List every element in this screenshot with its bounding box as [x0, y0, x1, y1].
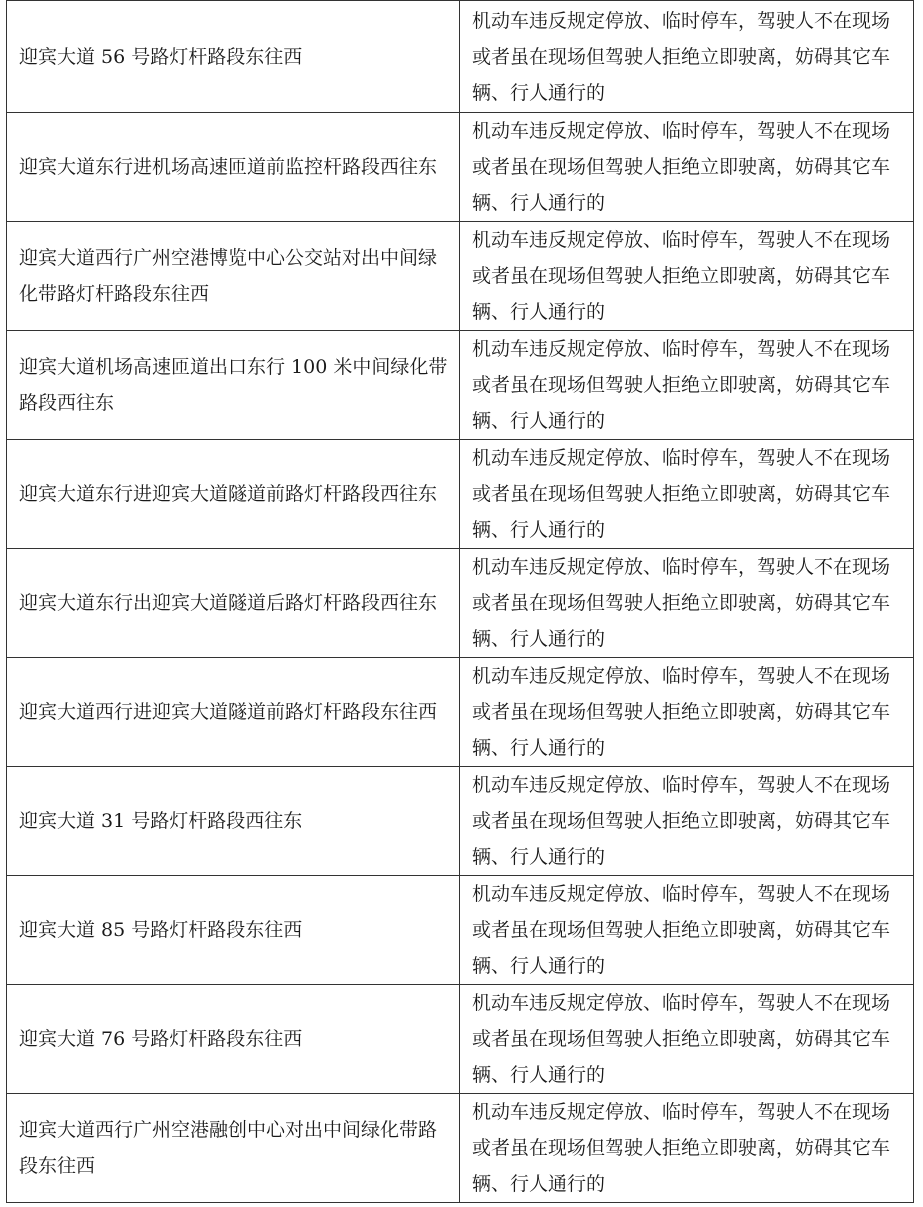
violation-cell: 机动车违反规定停放、临时停车，驾驶人不在现场或者虽在现场但驾驶人拒绝立即驶离，妨碍其它车辆、行人通行的 [460, 113, 914, 222]
violation-cell: 机动车违反规定停放、临时停车，驾驶人不在现场或者虽在现场但驾驶人拒绝立即驶离，妨碍其它车辆、行人通行的 [460, 876, 914, 985]
table-row [7, 440, 914, 549]
table-row [7, 1, 914, 113]
location-cell: 迎宾大道西行进迎宾大道隧道前路灯杆路段东往西 [7, 658, 460, 767]
violation-cell: 机动车违反规定停放、临时停车，驾驶人不在现场或者虽在现场但驾驶人拒绝立即驶离，妨碍其它车辆、行人通行的 [460, 222, 914, 331]
table-row [7, 658, 914, 767]
table-row [7, 985, 914, 1094]
location-cell: 迎宾大道 76 号路灯杆路段东往西 [7, 985, 460, 1094]
table-row [7, 876, 914, 985]
location-cell: 迎宾大道机场高速匝道出口东行 100 米中间绿化带路段西往东 [7, 331, 460, 440]
table-row [7, 1094, 914, 1203]
table-row [7, 549, 914, 658]
violation-cell: 机动车违反规定停放、临时停车，驾驶人不在现场或者虽在现场但驾驶人拒绝立即驶离，妨碍其它车辆、行人通行的 [460, 440, 914, 549]
location-cell: 迎宾大道西行广州空港融创中心对出中间绿化带路段东往西 [7, 1094, 460, 1203]
location-cell: 迎宾大道 56 号路灯杆路段东往西 [7, 1, 460, 113]
location-cell: 迎宾大道 85 号路灯杆路段东往西 [7, 876, 460, 985]
location-cell: 迎宾大道西行广州空港博览中心公交站对出中间绿化带路灯杆路段东往西 [7, 222, 460, 331]
location-cell: 迎宾大道东行进机场高速匝道前监控杆路段西往东 [7, 113, 460, 222]
location-cell: 迎宾大道东行进迎宾大道隧道前路灯杆路段西往东 [7, 440, 460, 549]
table-row [7, 767, 914, 876]
location-cell: 迎宾大道 31 号路灯杆路段西往东 [7, 767, 460, 876]
violation-cell: 机动车违反规定停放、临时停车，驾驶人不在现场或者虽在现场但驾驶人拒绝立即驶离，妨碍其它车辆、行人通行的 [460, 331, 914, 440]
table-row [7, 331, 914, 440]
violation-table [6, 0, 914, 1203]
violation-cell: 机动车违反规定停放、临时停车，驾驶人不在现场或者虽在现场但驾驶人拒绝立即驶离，妨碍其它车辆、行人通行的 [460, 767, 914, 876]
violation-cell: 机动车违反规定停放、临时停车，驾驶人不在现场或者虽在现场但驾驶人拒绝立即驶离，妨碍其它车辆、行人通行的 [460, 1, 914, 113]
violation-table-container [6, 0, 903, 1203]
violation-cell: 机动车违反规定停放、临时停车，驾驶人不在现场或者虽在现场但驾驶人拒绝立即驶离，妨碍其它车辆、行人通行的 [460, 658, 914, 767]
location-cell: 迎宾大道东行出迎宾大道隧道后路灯杆路段西往东 [7, 549, 460, 658]
violation-cell: 机动车违反规定停放、临时停车，驾驶人不在现场或者虽在现场但驾驶人拒绝立即驶离，妨碍其它车辆、行人通行的 [460, 549, 914, 658]
table-row [7, 222, 914, 331]
violation-cell: 机动车违反规定停放、临时停车，驾驶人不在现场或者虽在现场但驾驶人拒绝立即驶离，妨碍其它车辆、行人通行的 [460, 1094, 914, 1203]
table-row [7, 113, 914, 222]
violation-cell: 机动车违反规定停放、临时停车，驾驶人不在现场或者虽在现场但驾驶人拒绝立即驶离，妨碍其它车辆、行人通行的 [460, 985, 914, 1094]
